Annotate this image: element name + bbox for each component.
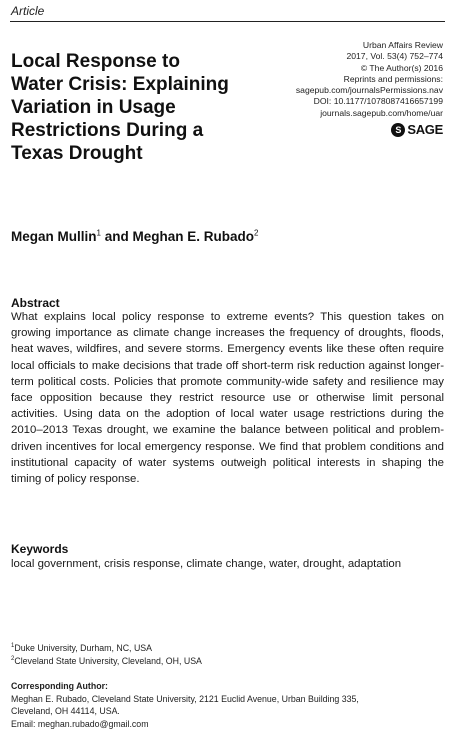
corresponding-address-line: Cleveland, OH 44114, USA. bbox=[11, 706, 120, 716]
affiliation-marker: 1 bbox=[96, 228, 101, 238]
keywords-heading: Keywords bbox=[11, 542, 69, 556]
title-line: Water Crisis: Explaining bbox=[11, 74, 229, 95]
corresponding-email[interactable]: Email: meghan.rubado@gmail.com bbox=[11, 718, 149, 729]
copyright: © The Author(s) 2016 bbox=[360, 62, 443, 73]
affiliation-item bbox=[11, 655, 202, 668]
sage-logo-text: SAGE bbox=[407, 122, 443, 137]
corresponding-author bbox=[11, 680, 359, 730]
title-line: Texas Drought bbox=[11, 143, 143, 164]
corresponding-address-line: Meghan E. Rubado, Cleveland State University, 2121 Euclid Avenue, Urban Building 335, bbox=[11, 693, 359, 704]
affiliations bbox=[11, 642, 202, 667]
affiliation-marker: 1 bbox=[11, 643, 15, 650]
journal-name: Urban Affairs Review bbox=[362, 40, 443, 50]
sage-logo-mark: S bbox=[391, 123, 405, 137]
title-line: Restrictions During a bbox=[11, 120, 204, 141]
affiliation-marker: 2 bbox=[11, 655, 15, 662]
sage-logo bbox=[391, 122, 443, 137]
title-line: Variation in Usage bbox=[11, 97, 176, 118]
affiliation-marker: 2 bbox=[253, 228, 259, 238]
journal-volume: 2017, Vol. 53(4) 752–774 bbox=[346, 51, 443, 62]
journal-meta bbox=[273, 40, 443, 119]
permissions-link[interactable]: sagepub.com/journalsPermissions.nav bbox=[295, 85, 443, 96]
keywords-text: local government, crisis response, climate change, water, drought, adaptation bbox=[11, 558, 402, 570]
affiliation-text: Duke University, Durham, NC, USA bbox=[14, 643, 153, 653]
title-line: Local Response to bbox=[11, 51, 180, 72]
header-rule bbox=[10, 21, 445, 22]
article-type-label: Article bbox=[11, 4, 45, 18]
abstract-heading: Abstract bbox=[11, 296, 60, 310]
doi[interactable]: DOI: 10.1177/1078087416657199 bbox=[313, 96, 443, 107]
author-list bbox=[11, 229, 258, 244]
journal-link[interactable]: journals.sagepub.com/home/uar bbox=[320, 107, 443, 118]
article-title bbox=[11, 50, 281, 165]
author-conjunction: and bbox=[100, 229, 133, 244]
affiliation-item bbox=[11, 642, 202, 655]
author-name: Meghan E. Rubado bbox=[132, 229, 254, 244]
abstract-text: What explains local policy response to extreme events? This question takes on growing importance as climate change increases the frequency of droughts, floods, heat waves, wildfires, and severe storms. Emergency events like these often require local officials to make decisions that trade off short-term risk reduction against longer-term political costs. Policies that promote community-wide safety and resilience may face opposition because they restrict resource use or otherwise limit personal activities. Using data on the adoption of local water usage restrictions during the 2010–2013 Texas drought, we examine the balance between political and problem-driven incentives for local emergency response. We find that problem conditions and institutional capacity of water systems outweigh political interests in shaping the timing of policy response. bbox=[11, 311, 444, 486]
reprints-label: Reprints and permissions: bbox=[343, 73, 443, 84]
affiliation-text: Cleveland State University, Cleveland, OH, USA bbox=[14, 655, 202, 666]
author-name: Megan Mullin bbox=[11, 229, 97, 244]
corresponding-author-heading: Corresponding Author: bbox=[11, 681, 108, 691]
